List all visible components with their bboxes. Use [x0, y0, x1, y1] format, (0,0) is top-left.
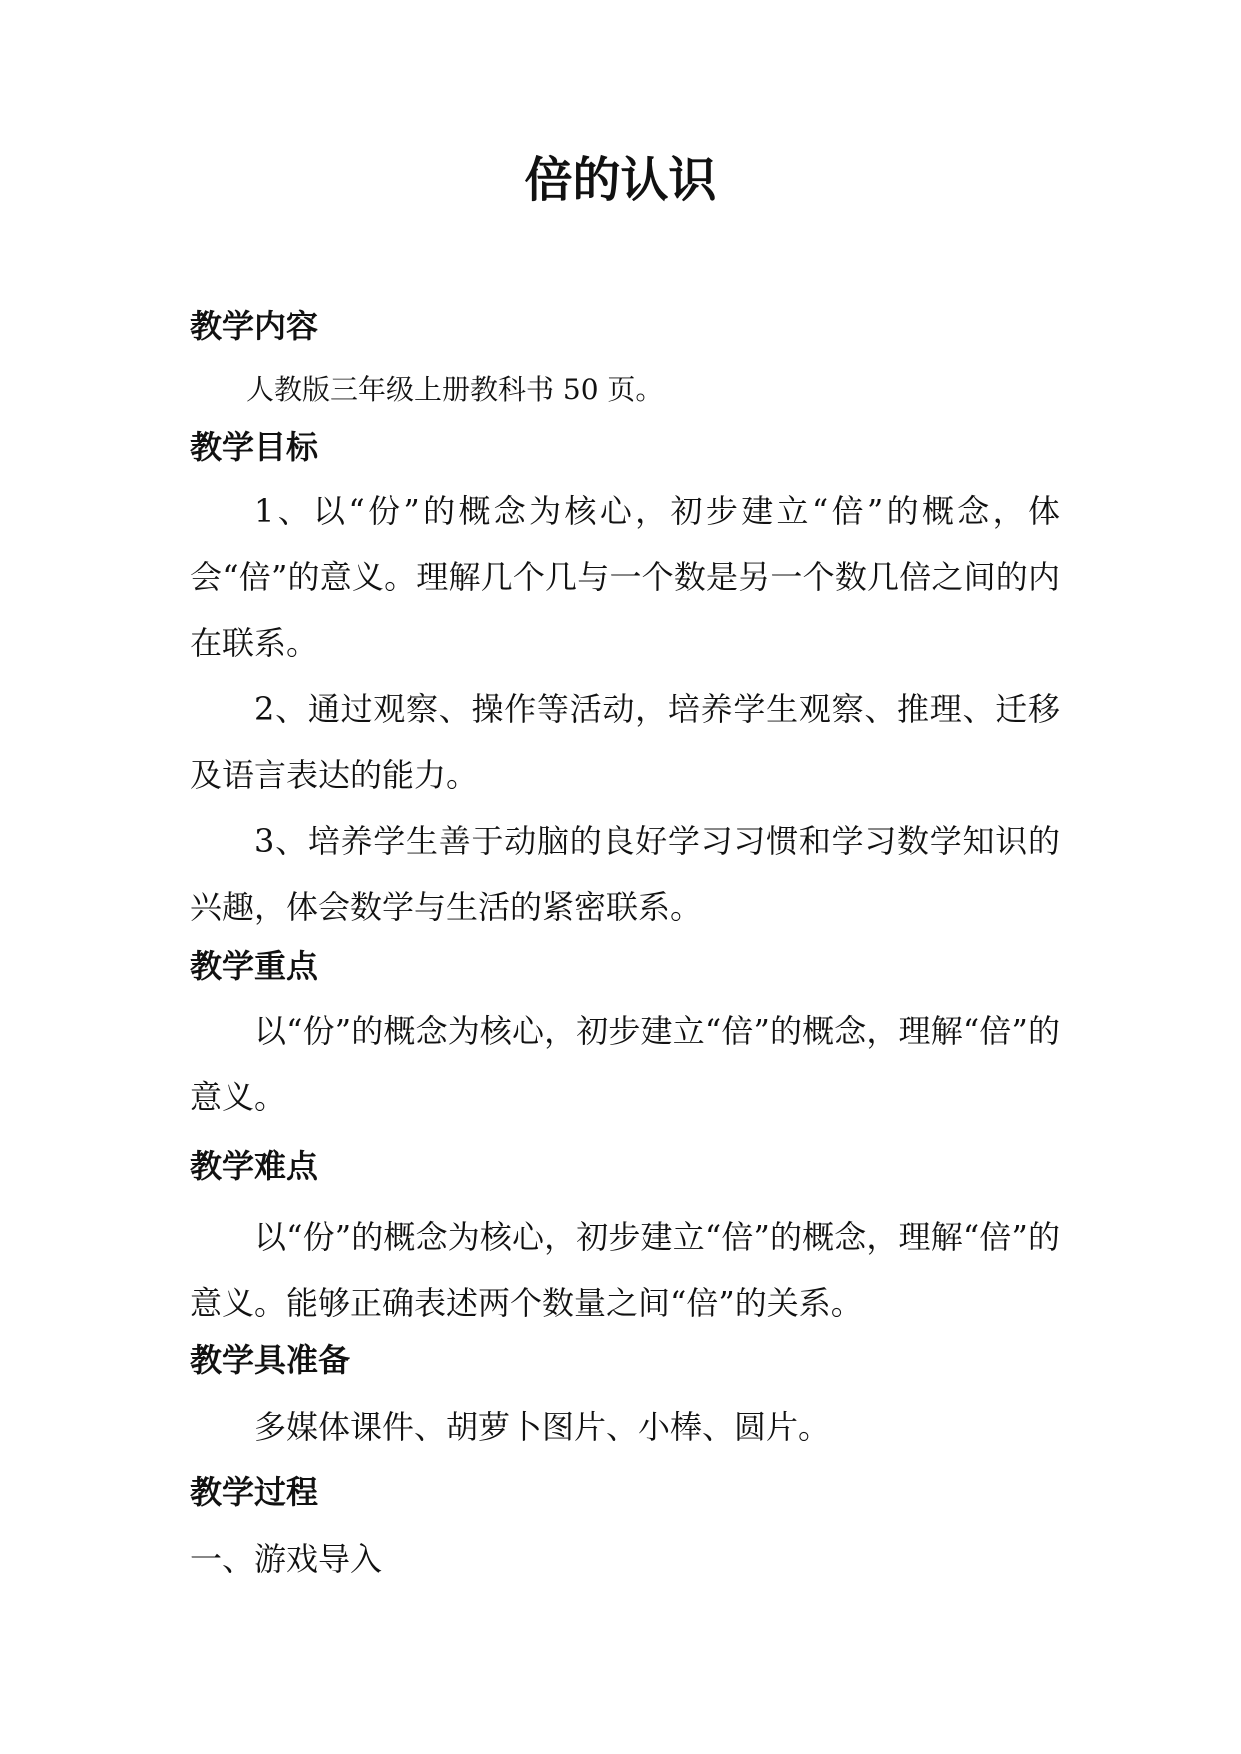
materials-text: 多媒体课件、胡萝卜图片、小棒、圆片。 — [254, 1408, 831, 1446]
teaching-content-text: 人教版三年级上册教科书 50 页。 — [246, 373, 664, 406]
document-title: 倍的认识 — [524, 152, 717, 208]
heading-materials: 教学具准备 — [190, 1341, 351, 1379]
heading-difficulty: 教学难点 — [190, 1147, 319, 1185]
heading-key-point: 教学重点 — [190, 947, 319, 985]
heading-process: 教学过程 — [190, 1473, 319, 1511]
key-point-text: 以“份”的概念为核心，初步建立“倍”的概念，理解“倍”的意义。 — [190, 1012, 1060, 1116]
goal-item-1: 1、以“份”的概念为核心，初步建立“倍”的概念，体会“倍”的意义。理解几个几与一个数是另一个数几倍之间的内在联系。 — [190, 492, 1060, 662]
difficulty-text: 以“份”的概念为核心，初步建立“倍”的概念，理解“倍”的意义。能够正确表述两个数量之间“倍”的关系。 — [190, 1218, 1060, 1322]
heading-teaching-goals: 教学目标 — [190, 428, 319, 466]
heading-teaching-content: 教学内容 — [190, 307, 319, 345]
process-step-1: 一、游戏导入 — [190, 1540, 383, 1578]
goal-item-2: 2、通过观察、操作等活动，培养学生观察、推理、迁移及语言表达的能力。 — [190, 690, 1060, 794]
goal-item-3: 3、培养学生善于动脑的良好学习习惯和学习数学知识的兴趣，体会数学与生活的紧密联系。 — [190, 822, 1060, 926]
